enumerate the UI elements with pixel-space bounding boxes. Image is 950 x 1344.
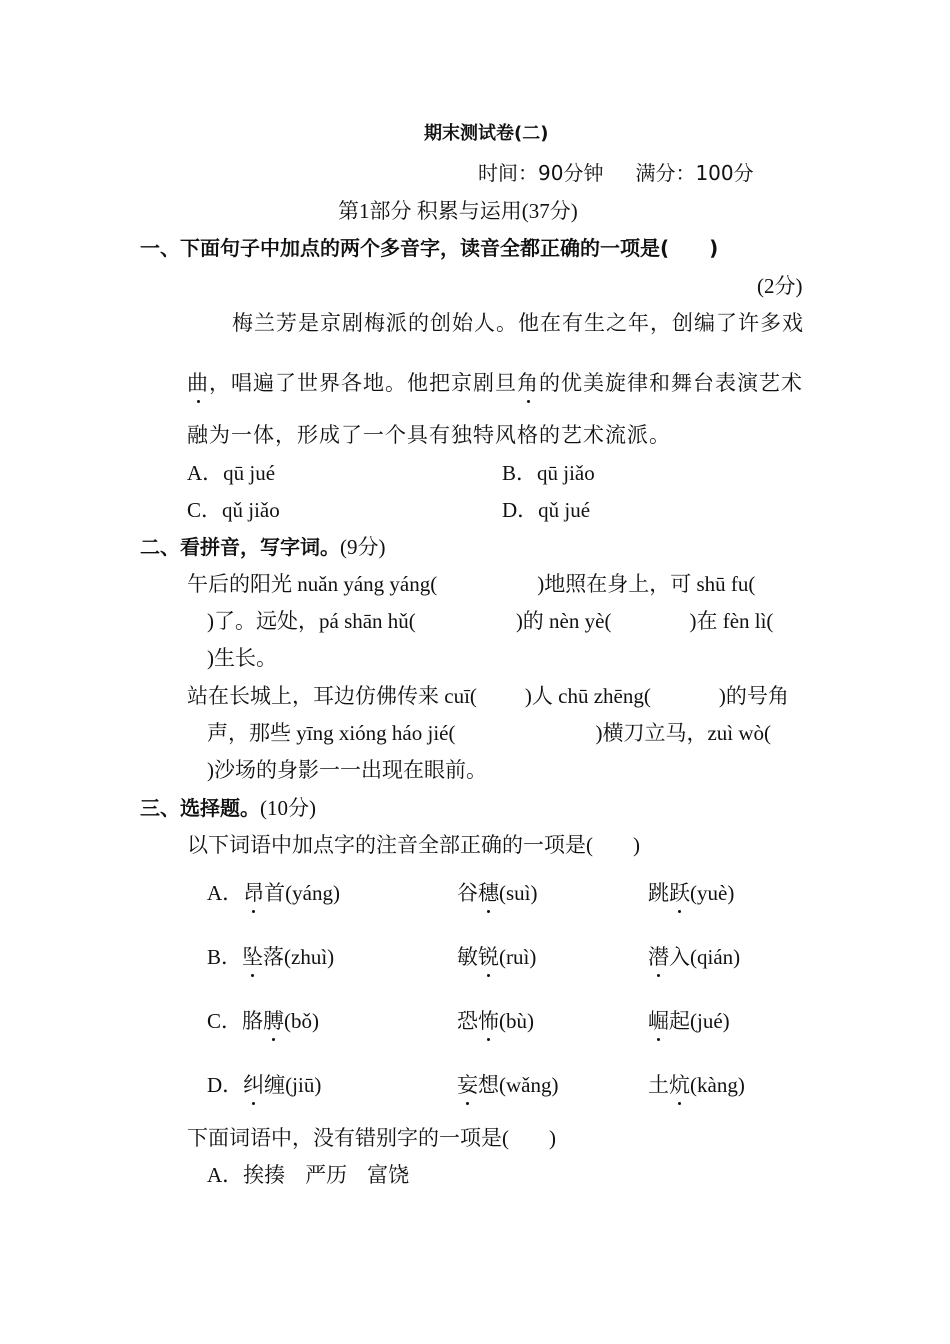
dotted-char: 崛 — [648, 1009, 669, 1033]
pinyin-line-6: )沙场的身影一一出现在眼前。 — [207, 758, 487, 782]
dotted-char: 炕 — [669, 1073, 690, 1097]
exam-time: 时间：90分钟 — [478, 161, 604, 185]
dotted-char: 跃 — [669, 881, 690, 905]
section-2-title: 二、看拼音，写字词。(9分) — [140, 535, 386, 559]
option-d: D．qǔ jué — [502, 498, 591, 522]
q1-option-c-1: C．胳膊(bǒ) — [207, 1009, 320, 1033]
pinyin-line-1: 午后的阳光 nuǎn yáng yáng( )地照在身上，可 shū fu( — [187, 572, 756, 596]
dotted-char: 曲 — [187, 371, 209, 395]
dotted-char: 昂 — [243, 881, 265, 905]
dotted-char: 怖 — [478, 1009, 499, 1033]
pinyin-line-2: )了。远处，pá shān hǔ( )的 nèn yè( )在 fèn lì( — [207, 609, 774, 633]
pinyin-line-5: 声，那些 yīng xióng háo jié( )横刀立马，zuì wò( — [207, 721, 772, 745]
pinyin-line-3: )生长。 — [207, 646, 277, 670]
q1-option-a-3: 跳跃(yuè) — [648, 881, 735, 905]
q1-option-c-3: 崛起(jué) — [648, 1009, 730, 1033]
passage-line-3: 融为一体，形成了一个具有独特风格的艺术流派。 — [187, 423, 671, 447]
dotted-char: 妄 — [457, 1073, 478, 1097]
q1-option-b-1: B．坠落(zhuì) — [207, 945, 335, 969]
dotted-char: 锐 — [478, 945, 499, 969]
q1-option-b-3: 潜入(qián) — [648, 945, 741, 969]
part-heading: 第1部分 积累与运用(37分) — [338, 199, 578, 223]
exam-title: 期末测试卷(二) — [424, 123, 549, 144]
dotted-char: 穗 — [478, 881, 499, 905]
dotted-char: 纠 — [243, 1073, 265, 1097]
q1-option-d-2: 妄想(wǎng) — [457, 1073, 559, 1097]
section-1-score: (2分) — [757, 274, 803, 298]
exam-time-score — [478, 159, 754, 187]
option-c: C．qǔ jiǎo — [187, 498, 280, 522]
question-2-stem: 下面词语中，没有错别字的一项是( ) — [187, 1126, 556, 1150]
q1-option-a-1: A．昂首(yáng) — [207, 881, 340, 905]
q2-option-a: A．挨揍 严历 富饶 — [207, 1163, 410, 1187]
dotted-char: 坠 — [242, 945, 264, 969]
q1-option-d-3: 土炕(kàng) — [648, 1073, 745, 1097]
section-1-title: 一、下面句子中加点的两个多音字，读音全都正确的一项是( ) — [140, 236, 719, 260]
pinyin-line-4: 站在长城上，耳边仿佛传来 cuī( )人 chū zhēng( )的号角 — [187, 684, 789, 708]
q1-option-a-2: 谷穗(suì) — [457, 881, 538, 905]
passage-line-2: 曲，唱遍了世界各地。他把京剧旦角的优美旋律和舞台表演艺术 — [187, 371, 803, 395]
q1-option-b-2: 敏锐(ruì) — [457, 945, 537, 969]
dotted-char: 膊 — [263, 1009, 285, 1033]
option-a: A．qū jué — [187, 461, 276, 485]
dotted-char: 潜 — [648, 945, 669, 969]
exam-full-score: 满分：100分 — [635, 161, 754, 185]
question-1-stem: 以下词语中加点字的注音全部正确的一项是( ) — [187, 833, 640, 857]
section-3-title: 三、选择题。(10分) — [140, 796, 316, 820]
passage-line-1: 梅兰芳是京剧梅派的创始人。他在有生之年，创编了许多戏 — [232, 311, 804, 335]
q1-option-d-1: D．纠缠(jiū) — [207, 1073, 322, 1097]
q1-option-c-2: 恐怖(bù) — [457, 1009, 534, 1033]
option-b: B．qū jiǎo — [502, 461, 595, 485]
dotted-char: 角 — [517, 371, 539, 395]
